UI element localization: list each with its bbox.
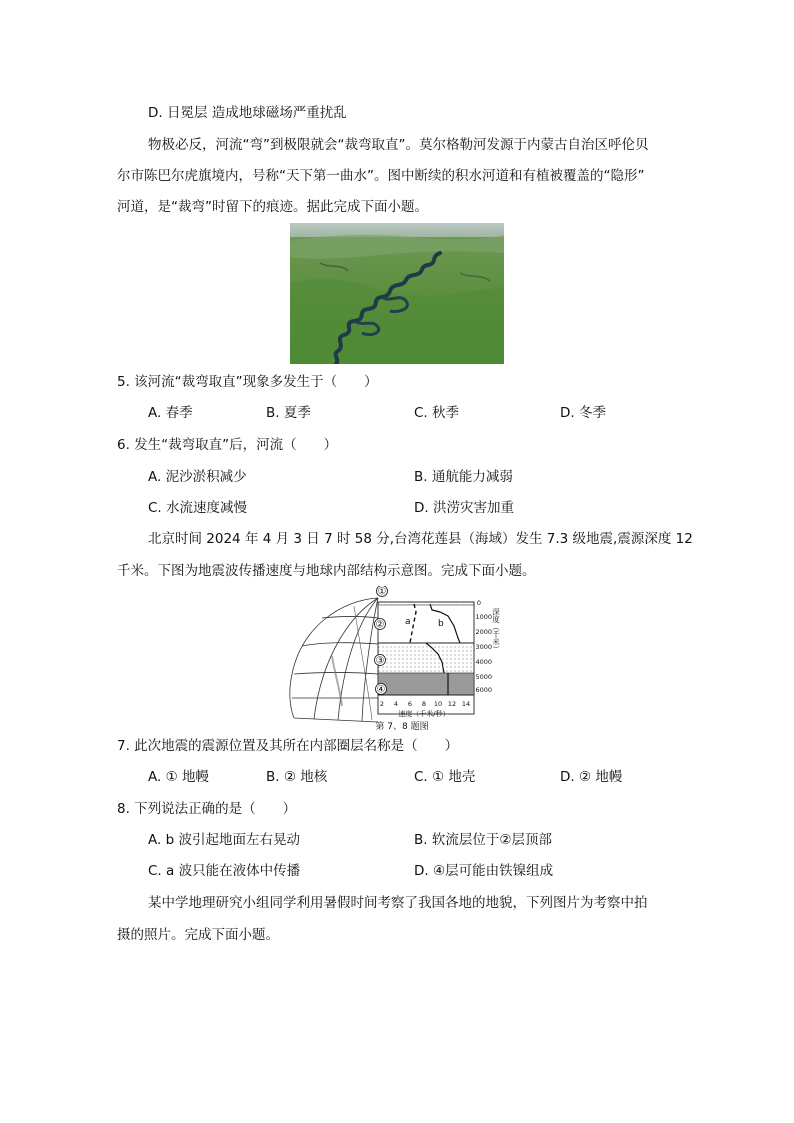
layer-label-2: ② [375,619,385,631]
svg-text:2000: 2000 [475,628,492,636]
svg-text:0: 0 [476,599,481,607]
svg-text:3000: 3000 [475,643,492,651]
svg-text:5000: 5000 [475,673,492,681]
q7-option-a[interactable]: A. ① 地幔 [148,769,209,785]
layer-label-1: ① [377,586,387,598]
q8-stem: 8. 下列说法正确的是（ ） [117,801,297,817]
q8-option-b[interactable]: B. 软流层位于②层顶部 [414,832,552,848]
svg-text:12: 12 [447,700,457,708]
q5-option-a[interactable]: A. 春季 [148,405,193,421]
svg-text:6000: 6000 [475,686,492,694]
q7-option-c[interactable]: C. ① 地壳 [414,769,476,785]
q6-option-c[interactable]: C. 水流速度减慢 [148,500,248,516]
svg-text:4000: 4000 [475,658,492,666]
svg-text:2: 2 [379,700,385,708]
wave-b-label: b [438,619,444,629]
svg-text:10: 10 [433,700,443,708]
q7-option-b[interactable]: B. ② 地核 [266,769,328,785]
q5-option-c[interactable]: C. 秋季 [414,405,460,421]
svg-text:8: 8 [421,700,427,708]
depth-axis-ticks [475,599,492,694]
earth-structure-diagram [282,586,504,730]
meandering-river-photo [290,223,504,364]
q6-option-d[interactable]: D. 洪涝灾害加重 [414,500,514,516]
passage2-line2: 千米。下图为地震波传播速度与地球内部结构示意图。完成下面小题。 [117,563,536,579]
globe-wireframe [290,598,378,722]
speed-axis-title: 速度（千米/秒） [398,710,450,718]
layer-label-3: ③ [375,655,385,667]
q8-option-c[interactable]: C. a 波只能在液体中传播 [148,863,301,879]
svg-text:14: 14 [461,700,471,708]
diagram-caption: 第 7、8 题图 [375,722,429,730]
previous-option-d: D. 日冕层 造成地球磁场严重扰乱 [148,105,347,121]
q8-option-d[interactable]: D. ④层可能由铁镍组成 [414,863,554,879]
q6-option-a[interactable]: A. 泥沙淤积减少 [148,469,247,485]
q6-option-b[interactable]: B. 通航能力减弱 [414,469,513,485]
svg-text:6: 6 [407,700,413,708]
layer-label-4: ④ [376,684,386,696]
q7-stem: 7. 此次地震的震源位置及其所在内部圈层名称是（ ） [117,738,459,754]
wave-a-label: a [405,617,411,627]
passage3-line2: 摄的照片。完成下面小题。 [117,927,279,943]
passage3-line1: 某中学地理研究小组同学利用暑假时间考察了我国各地的地貌，下列图片为考察中拍 [148,895,648,911]
q6-stem: 6. 发生“裁弯取直”后，河流（ ） [117,437,338,453]
passage1-line3: 河道，是“裁弯”时留下的痕迹。据此完成下面小题。 [117,199,428,215]
q8-option-a[interactable]: A. b 波引起地面左右晃动 [148,832,300,848]
q5-stem: 5. 该河流“裁弯取直”现象多发生于（ ） [117,374,378,390]
depth-axis-title: 深度（千米） [491,608,501,653]
q5-option-d[interactable]: D. 冬季 [560,405,606,421]
q7-option-d[interactable]: D. ② 地幔 [560,769,623,785]
passage2-line1: 北京时间 2024 年 4 月 3 日 7 时 58 分,台湾花莲县（海域）发生 7.3 级地震,震源深度 12 [148,531,693,547]
passage1-line2: 尔市陈巴尔虎旗境内，号称“天下第一曲水”。图中断续的积水河道和有植被覆盖的“隐形” [117,168,645,184]
q5-option-b[interactable]: B. 夏季 [266,405,311,421]
svg-text:1000: 1000 [475,613,492,621]
svg-text:4: 4 [393,700,399,708]
passage1-line1: 物极必反，河流“弯”到极限就会“裁弯取直”。莫尔格勒河发源于内蒙古自治区呼伦贝 [148,137,649,153]
